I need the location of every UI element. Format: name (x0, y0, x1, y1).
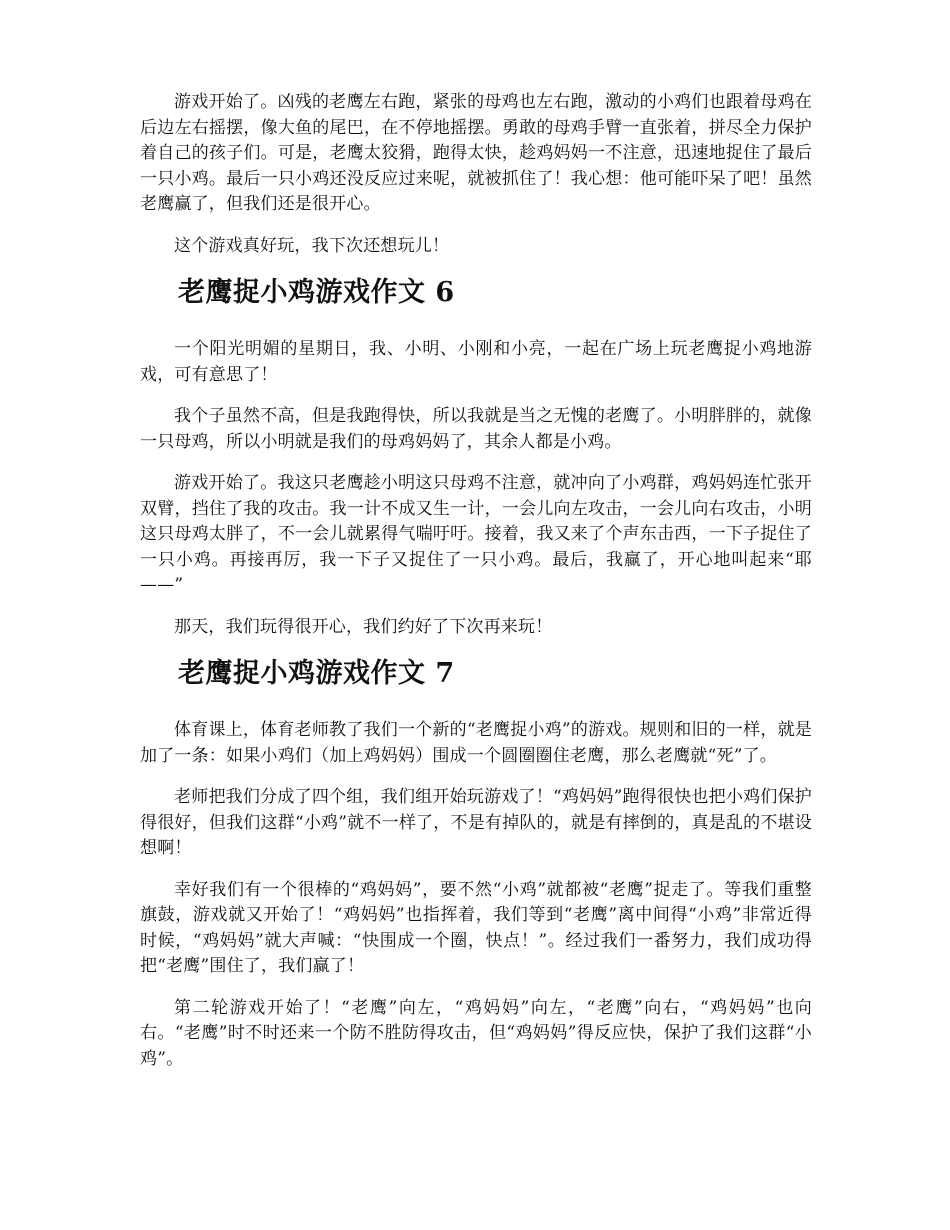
paragraph: 第二轮游戏开始了！“老鹰”向左，“鸡妈妈”向左，“老鹰”向右，“鸡妈妈”也向右。“老鹰”时不时还来一个防不胜防得攻击，但“鸡妈妈”得反应快，保护了我们这群“小鸡”。 (140, 997, 812, 1069)
paragraph: 游戏开始了。我这只老鹰趁小明这只母鸡不注意，就冲向了小鸡群，鸡妈妈连忙张开双臂，挡住了我的攻击。我一计不成又生一计，一会儿向左攻击，一会儿向右攻击，小明这只母鸡太胖了，不一会儿就累得气喘吁吁。接着，我又来了个声东击西，一下子捉住了一只小鸡。再接再厉，我一下子又捉住了一只小鸡。最后，我赢了，开心地叫起来“耶——” (140, 473, 812, 595)
paragraph: 我个子虽然不高，但是我跑得快，所以我就是当之无愧的老鹰了。小明胖胖的，就像一只母鸡，所以小明就是我们的母鸡妈妈了，其余人都是小鸡。 (140, 406, 812, 452)
paragraph: 那天，我们玩得很开心，我们约好了下次再来玩！ (174, 616, 553, 637)
section-heading: 老鹰捉小鸡游戏作文 7 (178, 658, 455, 689)
paragraph: 游戏开始了。凶残的老鹰左右跑，紧张的母鸡也左右跑，激动的小鸡们也跟着母鸡在后边左右摇摆，像大鱼的尾巴，在不停地摇摆。勇敢的母鸡手臂一直张着，拼尽全力保护着自己的孩子们。可是，老鹰太狡猾，跑得太快，趁鸡妈妈一不注意，迅速地捉住了最后一只小鸡。最后一只小鸡还没反应过来呢，就被抓住了！我心想：他可能吓呆了吧！虽然老鹰赢了，但我们还是很开心。 (140, 92, 812, 214)
paragraph: 幸好我们有一个很棒的“鸡妈妈”，要不然“小鸡”就都被“老鹰”捉走了。等我们重整旗鼓，游戏就又开始了！“鸡妈妈”也指挥着，我们等到“老鹰”离中间得“小鸡”非常近得时候，“鸡妈妈”就大声喊：“快围成一个圈，快点！”。经过我们一番努力，我们成功得把“老鹰”围住了，我们赢了！ (140, 879, 812, 976)
paragraph: 一个阳光明媚的星期日，我、小明、小刚和小亮，一起在广场上玩老鹰捉小鸡地游戏，可有意思了！ (140, 339, 812, 385)
paragraph: 老师把我们分成了四个组，我们组开始玩游戏了！“鸡妈妈”跑得很快也把小鸡们保护得很好，但我们这群“小鸡”就不一样了，不是有掉队的，就是有摔倒的，真是乱的不堪设想啊！ (140, 787, 812, 858)
paragraph: 体育课上，体育老师教了我们一个新的“老鹰捉小鸡”的游戏。规则和旧的一样，就是加了一条：如果小鸡们（加上鸡妈妈）围成一个圆圈圈住老鹰，那么老鹰就“死”了。 (140, 720, 812, 766)
document-page (140, 90, 812, 1088)
section-heading: 老鹰捉小鸡游戏作文 6 (178, 277, 455, 308)
paragraph: 这个游戏真好玩，我下次还想玩儿！ (174, 235, 450, 256)
